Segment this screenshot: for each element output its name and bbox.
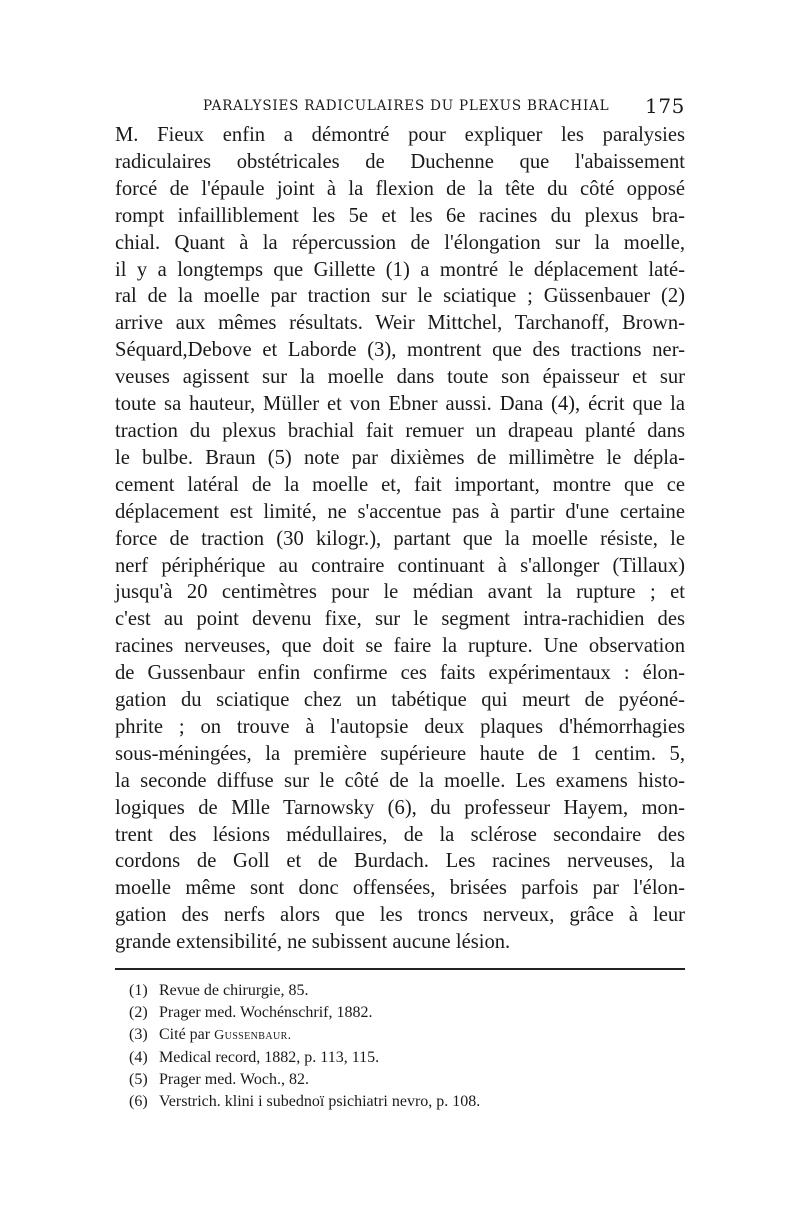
body-line: arrive aux mêmes résultats. Weir Mittchel, Tarchanoff, Brown- [115,312,685,335]
body-line: le bulbe. Braun (5) note par dixièmes de millimètre le dépla- [115,446,685,469]
body-line: sous-méningées, la première supérieure haute de 1 centim. 5, [115,742,685,765]
footnote-1 [129,980,685,1002]
footnote-text: Cité par [159,1026,215,1044]
footnote-number: (6) [129,1093,148,1111]
footnote-4 [129,1047,685,1069]
body-line: de Gussenbaur enfin confirme ces faits expérimentaux : élon- [115,662,685,685]
body-line: force de traction (30 kilogr.), partant que la moelle résiste, le [115,527,685,550]
footnote-number: (2) [129,1004,148,1022]
body-paragraph [115,122,685,956]
footnote-text: Revue de chirurgie, 85. [159,982,309,1000]
body-line: veuses agissent sur la moelle dans toute son épaisseur et sur [115,366,685,389]
body-line: traction du plexus brachial fait remuer un drapeau planté dans [115,419,685,442]
footnote-text: Verstrich. klini i subednoï psichiatri nevro, p. 108. [159,1093,481,1111]
body-line: jusqu'à 20 centimètres pour le médian avant la rupture ; et [115,581,685,604]
footnote-separator-rule [115,968,685,970]
body-line: nerf périphérique au contraire continuant à s'allonger (Tillaux) [115,554,685,577]
body-line: toute sa hauteur, Müller et von Ebner aussi. Dana (4), écrit que la [115,393,685,416]
footnote-text: Prager med. Wochénschrif, 1882. [159,1004,373,1022]
body-line: gation du sciatique chez un tabétique qui meurt de pyéoné- [115,689,685,712]
page-number: 175 [645,94,685,118]
footnote-number: (5) [129,1071,148,1089]
footnote-2 [129,1002,685,1024]
footnote-number: (4) [129,1049,148,1067]
footnote-number: (1) [129,982,148,1000]
body-line: gation des nerfs alors que les troncs nerveux, grâce à leur [115,904,685,927]
body-line: Séquard,Debove et Laborde (3), montrent que des tractions ner- [115,339,685,362]
footnote-5 [129,1069,685,1091]
footnote-6 [129,1091,685,1113]
body-line: ral de la moelle par traction sur le sciatique ; Güssenbauer (2) [115,285,685,308]
body-line: cement latéral de la moelle et, fait important, montre que ce [115,473,685,496]
body-line: il y a longtemps que Gillette (1) a montré le déplacement laté- [115,258,685,281]
footnote-number: (3) [129,1026,148,1044]
body-line: moelle même sont donc offensées, brisées parfois par l'élon- [115,877,685,900]
body-line: phrite ; on trouve à l'autopsie deux plaques d'hémorrhagies [115,715,685,738]
footnote-text: Prager med. Woch., 82. [159,1071,309,1089]
body-line: radiculaires obstétricales de Duchenne que l'abaissement [115,150,685,173]
body-line: rompt infailliblement les 5e et les 6e racines du plexus bra- [115,204,685,227]
body-line: grande extensibilité, ne subissent aucune lésion. [115,931,511,954]
body-line: déplacement est limité, ne s'accentue pas à partir d'une certaine [115,500,685,523]
body-line: M. Fieux enfin a démontré pour expliquer les paralysies [115,124,685,146]
body-line: logiques de Mlle Tarnowsky (6), du professeur Hayem, mon- [115,796,685,819]
running-title: PARALYSIES RADICULAIRES DU PLEXUS BRACHIAL [203,98,610,114]
footnotes [115,980,685,1113]
body-line: c'est au point devenu fixe, sur le segment intra-rachidien des [115,608,685,631]
body-line: trent des lésions médullaires, de la sclérose secondaire des [115,823,685,846]
running-head [115,92,685,122]
body-line: forcé de l'épaule joint à la flexion de la tête du côté opposé [115,177,685,200]
body-line: la seconde diffuse sur le côté de la moelle. Les examens histo- [115,769,685,792]
body-line: chial. Quant à la répercussion de l'élongation sur la moelle, [115,231,685,254]
footnote-3 [129,1024,685,1047]
body-line: racines nerveuses, que doit se faire la rupture. Une observation [115,635,685,658]
book-page [115,92,685,1113]
footnote-author-smallcaps: Gussenbaur. [214,1028,292,1044]
body-line: cordons de Goll et de Burdach. Les racines nerveuses, la [115,850,685,873]
footnote-text: Medical record, 1882, p. 113, 115. [159,1049,380,1067]
